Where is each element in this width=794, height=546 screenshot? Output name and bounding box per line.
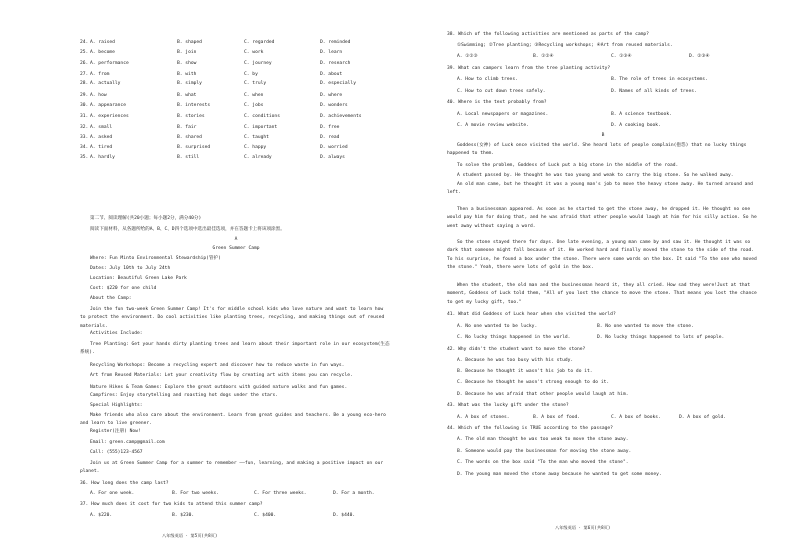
word-option-b[interactable]: B. show bbox=[177, 61, 197, 66]
question-number: 31. bbox=[80, 114, 89, 119]
q38-option-c[interactable]: C. ①③④ bbox=[611, 54, 632, 59]
q38-options bbox=[447, 55, 759, 61]
word-option-a[interactable]: A. actually bbox=[90, 81, 121, 86]
word-option-a[interactable]: A. appearance bbox=[90, 103, 126, 108]
word-option-row bbox=[80, 156, 392, 162]
q42-stem: 42. Why didn't the student want to move the stone? bbox=[447, 347, 586, 352]
q37-option-b[interactable]: B. $230. bbox=[172, 513, 195, 518]
word-option-a[interactable]: A. raised bbox=[90, 40, 115, 45]
q39-stem: 39. What can campers learn from the tree planting activity? bbox=[447, 66, 611, 71]
word-option-d[interactable]: D. about bbox=[320, 72, 343, 77]
register-now: Register(注册) Now! bbox=[90, 429, 141, 434]
word-option-d[interactable]: D. always bbox=[320, 155, 345, 160]
word-option-d[interactable]: D. learn bbox=[320, 50, 343, 55]
question-number: 28. bbox=[80, 81, 89, 86]
q40-stem: 40. Where is the text probably from? bbox=[447, 100, 547, 105]
word-option-d[interactable]: D. reminded bbox=[320, 40, 351, 45]
word-option-row bbox=[80, 146, 392, 152]
q36-options bbox=[80, 492, 392, 498]
word-option-c[interactable]: C. work bbox=[244, 50, 264, 55]
word-option-c[interactable]: C. regarded bbox=[244, 40, 275, 45]
word-option-b[interactable]: B. with bbox=[177, 72, 197, 77]
q43-option-b[interactable]: B. A box of food. bbox=[533, 415, 581, 420]
word-option-row bbox=[80, 104, 392, 110]
question-number: 27. bbox=[80, 72, 89, 77]
q36-option-c[interactable]: C. For three weeks. bbox=[254, 491, 307, 496]
q44-stem: 44. Which of the following is TRUE according to the passage? bbox=[447, 426, 613, 431]
q41-options-cd bbox=[447, 336, 759, 342]
q42-option-d[interactable]: D. Because he was afraid that other people would laugh at him. bbox=[457, 392, 629, 397]
camp-location: Location: Beautiful Green Lake Park bbox=[90, 276, 187, 281]
word-option-d[interactable]: D. wonders bbox=[320, 103, 348, 108]
word-option-a[interactable]: A. become bbox=[90, 50, 115, 55]
passage-b-p6: So the stone stayed there for days. One late evening, a young man came by and saw it. He thought it was so dark that someone might fall because of it. He worked hard and finally moved the stone to the side of the road. To his surprise, he found a box under the stone. There were some words on the box. It said "To the one who moved the stone." Yeah, there were lots of gold in the box. bbox=[447, 240, 757, 271]
word-option-b[interactable]: B. fair bbox=[177, 125, 197, 130]
question-number: 35. bbox=[80, 155, 89, 160]
activities-heading: Activities Include: bbox=[90, 331, 143, 336]
q41-option-a[interactable]: A. No one wanted to be lucky. bbox=[457, 324, 538, 329]
q39-options-cd bbox=[447, 90, 759, 96]
word-option-c[interactable]: C. conditions bbox=[244, 114, 280, 119]
word-option-b[interactable]: B. surprised bbox=[177, 145, 211, 150]
part3-heading: 第二节、阅读理解(共20小题；每小题2分，满分40分) bbox=[90, 216, 202, 221]
word-option-d[interactable]: D. where bbox=[320, 93, 343, 98]
passage-b-p4: An old man came, but he thought it was a young man's job to move the heavy stone away. He turned around and left. bbox=[447, 182, 753, 196]
word-option-row bbox=[80, 62, 392, 68]
word-option-c[interactable]: C. important bbox=[244, 125, 278, 130]
q36-option-a[interactable]: A. For one week. bbox=[90, 491, 135, 496]
word-option-row bbox=[80, 126, 392, 132]
question-number: 34. bbox=[80, 145, 89, 150]
word-option-c[interactable]: C. already bbox=[244, 155, 272, 160]
q38-stem: 38. Which of the following activities are mentioned as parts of the camp? bbox=[447, 32, 649, 37]
q36-option-b[interactable]: B. For two weeks. bbox=[172, 491, 220, 496]
passage-letter-b: B bbox=[601, 133, 605, 138]
word-option-c[interactable]: C. journey bbox=[244, 61, 272, 66]
q39-option-b[interactable]: B. The role of trees in ecosystems. bbox=[611, 77, 708, 82]
camp-where: Where: Fun Minto Environmental Stewardship(管护) bbox=[90, 256, 221, 261]
word-option-a[interactable]: A. experiences bbox=[90, 114, 129, 119]
q43-options bbox=[447, 416, 759, 422]
word-option-a[interactable]: A. asked bbox=[90, 135, 113, 140]
word-option-b[interactable]: B. still bbox=[177, 155, 200, 160]
word-option-row bbox=[80, 73, 392, 79]
q42-option-a[interactable]: A. Because he was too busy with his study. bbox=[457, 358, 574, 363]
word-option-b[interactable]: B. interests bbox=[177, 103, 211, 108]
q37-option-a[interactable]: A. $220. bbox=[90, 513, 113, 518]
q41-option-c[interactable]: C. No lucky things happened in the world. bbox=[457, 335, 571, 340]
question-number: 33. bbox=[80, 135, 89, 140]
word-option-c[interactable]: C. when bbox=[244, 93, 264, 98]
q41-option-b[interactable]: B. No one wanted to move the stone. bbox=[597, 324, 694, 329]
q39-option-a[interactable]: A. How to climb trees. bbox=[457, 77, 518, 82]
word-option-row bbox=[80, 94, 392, 100]
q43-option-d[interactable]: D. A box of gold. bbox=[679, 415, 727, 420]
q43-stem: 43. What was the lucky gift under the stone? bbox=[447, 403, 569, 408]
word-option-d[interactable]: D. especially bbox=[320, 81, 356, 86]
word-option-b[interactable]: B. shaped bbox=[177, 40, 202, 45]
word-option-c[interactable]: C. jobs bbox=[244, 103, 264, 108]
word-option-row bbox=[80, 51, 392, 57]
q39-option-d[interactable]: D. Names of all kinds of trees. bbox=[611, 89, 697, 94]
question-number: 25. bbox=[80, 50, 89, 55]
q44-option-b[interactable]: B. Someone would pay the businessman for moving the stone away. bbox=[457, 449, 632, 454]
word-option-a[interactable]: A. hardly bbox=[90, 155, 115, 160]
q37-option-d[interactable]: D. $440. bbox=[333, 513, 356, 518]
passage-b-p1: Goddess(女神) of Luck once visited the world. She heard lots of people complain(抱怨) that no lucky things happened to them. bbox=[447, 143, 747, 157]
q39-options-ab bbox=[447, 78, 759, 84]
word-option-c[interactable]: C. by bbox=[244, 72, 258, 77]
word-option-row bbox=[80, 115, 392, 121]
q36-option-d[interactable]: D. For a month. bbox=[333, 491, 375, 496]
word-option-a[interactable]: A. performance bbox=[90, 61, 129, 66]
passage-b-p2: To solve the problem, Goddess of Luck put a big stone in the middle of the road. bbox=[457, 163, 679, 168]
word-option-d[interactable]: D. research bbox=[320, 61, 351, 66]
question-number: 30. bbox=[80, 103, 89, 108]
q40-option-c[interactable]: C. A movie review website. bbox=[457, 123, 529, 128]
activity-art: Art from Reused Materials: Let your creativity flow by creating art with items you can recycle. bbox=[90, 373, 353, 378]
word-option-row bbox=[80, 136, 392, 142]
q36-stem: 36. How long does the camp last? bbox=[80, 481, 169, 486]
word-option-a[interactable]: A. from bbox=[90, 72, 110, 77]
q43-option-a[interactable]: A. A box of stones. bbox=[457, 415, 510, 420]
highlights-heading: Special Highlights: bbox=[90, 403, 143, 408]
word-option-c[interactable]: C. taught bbox=[244, 135, 269, 140]
q40-option-d[interactable]: D. A cooking book. bbox=[611, 123, 661, 128]
page-footer-left: 八年级英语 · 第5页(共8页) bbox=[162, 533, 218, 538]
word-option-b[interactable]: B. simply bbox=[177, 81, 202, 86]
activity-hikes: Nature Hikes & Team Games: Explore the great outdoors with guided nature walks and fun games. bbox=[90, 385, 348, 390]
question-number: 26. bbox=[80, 61, 89, 66]
word-option-d[interactable]: D. worried bbox=[320, 145, 348, 150]
camp-cost: Cost: $220 for one child bbox=[90, 286, 157, 291]
q41-stem: 41. What did Goddess of Luck hear when she visited the world? bbox=[447, 312, 616, 317]
contact-email: Email: green.camp@gmail.com bbox=[90, 440, 165, 445]
q38-option-b[interactable]: B. ①②④ bbox=[533, 54, 554, 59]
about-heading: About the Camp: bbox=[90, 296, 132, 301]
passage-b-p3: A student passed by. He thought he was too young and weak to carry the big stone. So he walked away. bbox=[457, 173, 734, 178]
word-option-b[interactable]: B. shared bbox=[177, 135, 202, 140]
q40-options-ab bbox=[447, 113, 759, 119]
q40-option-a[interactable]: A. Local newspapers or magazines. bbox=[457, 112, 549, 117]
word-option-d[interactable]: D. read bbox=[320, 135, 340, 140]
word-option-b[interactable]: B. join bbox=[177, 50, 197, 55]
q38-items: ①Swimming; ②Tree planting; ③Recycling workshops; ④Art from reused materials. bbox=[457, 43, 673, 48]
page-footer-right: 八年级英语 · 第6页(共8页) bbox=[555, 525, 611, 530]
word-option-a[interactable]: A. tired bbox=[90, 145, 113, 150]
word-option-row bbox=[80, 41, 392, 47]
question-number: 32. bbox=[80, 125, 89, 130]
contact-phone: Call: (555)123-4567 bbox=[90, 450, 143, 455]
q43-option-c[interactable]: C. A box of books. bbox=[611, 415, 661, 420]
about-text: Join the fun two-week Green Summer Camp! It's for middle school kids who love nature and want to learn how to protect the environment. Do cool activities like planting trees, recycling, and making things out of reused materials. bbox=[80, 307, 385, 329]
q42-option-c[interactable]: C. Because he thought he wasn't strong enough to do it. bbox=[457, 380, 610, 385]
word-option-d[interactable]: D. achievements bbox=[320, 114, 362, 119]
q41-option-d[interactable]: D. No lucky things happened to lots of people. bbox=[597, 335, 725, 340]
highlights-text: Make friends who also care about the environment. Learn from great guides and teachers. Be a young eco-hero and learn to live greener. bbox=[80, 413, 386, 427]
q44-option-c[interactable]: C. The words on the box said "To the man who moved the stone". bbox=[457, 460, 629, 465]
q39-option-c[interactable]: C. How to cut down trees safely. bbox=[457, 89, 546, 94]
word-option-a[interactable]: A. how bbox=[90, 93, 107, 98]
q37-options bbox=[80, 514, 392, 520]
question-number: 24. bbox=[80, 40, 89, 45]
q37-option-c[interactable]: C. $400. bbox=[254, 513, 277, 518]
activity-recycling: Recycling Workshops: Become a recycling expert and discover how to reduce waste in fun ways. bbox=[90, 363, 345, 368]
passage-title: Green Summer Camp bbox=[212, 246, 260, 251]
closing-text: Join us at Green Summer Camp for a summer to remember ——fun, learning, and making a positive impact on our planet. bbox=[80, 461, 384, 475]
q38-option-d[interactable]: D. ②③④ bbox=[689, 54, 710, 59]
q41-options-ab bbox=[447, 325, 759, 331]
activity-campfires: Campfires: Enjoy storytelling and roasting hot dogs under the stars. bbox=[90, 393, 279, 398]
q40-options-cd bbox=[447, 124, 759, 130]
word-option-a[interactable]: A. small bbox=[90, 125, 113, 130]
q42-option-b[interactable]: B. Because he thought it wasn't his job to do it. bbox=[457, 369, 593, 374]
q38-option-a[interactable]: A. ①②③ bbox=[457, 54, 478, 59]
passage-b-p7: When the student, the old man and the businessman heard it, they all cried. How sad they were!Just at that moment, Goddess of Luck told them, "All of you lost the chance to move the stone. That means you lost the chance to get my lucky gift, too." bbox=[447, 283, 757, 305]
part3-instruction: 阅读下面材料，从各题所给的A、B、C、D四个选项中选出最佳选项，并在答题卡上将该项涂黑。 bbox=[90, 227, 285, 232]
passage-letter-a: A bbox=[234, 237, 238, 242]
q37-stem: 37. How much does it cost for two kids to attend this summer camp? bbox=[80, 502, 263, 507]
word-option-c[interactable]: C. happy bbox=[244, 145, 267, 150]
word-option-d[interactable]: D. free bbox=[320, 125, 340, 130]
activity-tree-planting: Tree Planting: Get your hands dirty planting trees and learn about their important role in our ecosystem(生态系统). bbox=[80, 342, 390, 356]
word-option-c[interactable]: C. truly bbox=[244, 81, 267, 86]
word-option-b[interactable]: B. what bbox=[177, 93, 197, 98]
word-option-b[interactable]: B. stories bbox=[177, 114, 205, 119]
q44-option-a[interactable]: A. The old man thought he was too weak to move the stone away. bbox=[457, 437, 629, 442]
q40-option-b[interactable]: B. A science textbook. bbox=[611, 112, 672, 117]
q44-option-d[interactable]: D. The young man moved the stone away because he wanted to get some money. bbox=[457, 472, 662, 477]
word-option-row bbox=[80, 82, 392, 88]
passage-b-p5: Then a businessman appeared. As soon as he started to get the stone away, he dropped it. He thought no one would pay him for doing that, and he was afraid that other people would laugh at him for his silly action. So he went away without saying a word. bbox=[447, 207, 757, 229]
camp-dates: Dates: July 10th to July 24th bbox=[90, 266, 171, 271]
question-number: 29. bbox=[80, 93, 89, 98]
